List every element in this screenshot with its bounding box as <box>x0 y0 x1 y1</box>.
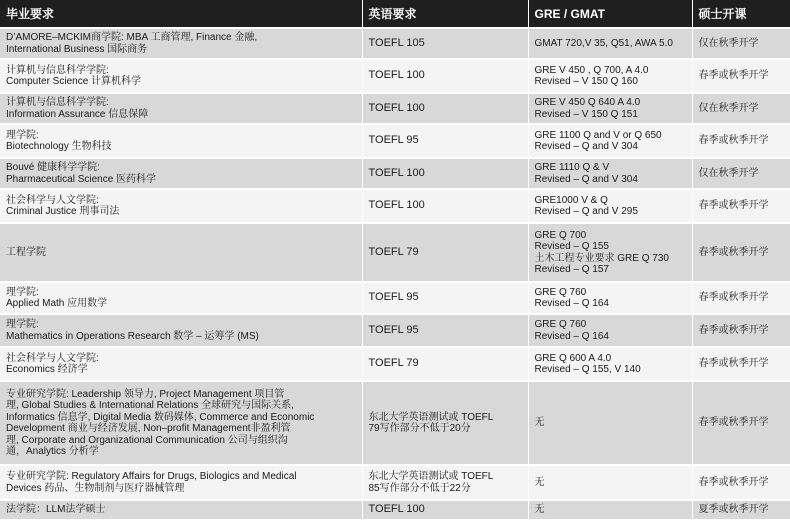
program-cell: 计算机与信息科学学院: Computer Science 计算机科学 <box>0 59 362 93</box>
table-row <box>0 347 790 381</box>
gre-gmat-cell: GRE 1100 Q and V or Q 650 Revised – Q and V 304 <box>528 124 692 158</box>
start-term-cell: 春季或秋季开学 <box>692 381 790 465</box>
english-requirement-cell: TOEFL 100 <box>362 93 528 124</box>
gre-gmat-cell: GRE1000 V & Q Revised – Q and V 295 <box>528 189 692 223</box>
start-term-cell: 夏季或秋季开学 <box>692 500 790 520</box>
gre-gmat-cell: GRE 1110 Q & V Revised – Q and V 304 <box>528 158 692 189</box>
english-requirement-cell: 东北大学英语测试或 TOEFL 85写作部分不低于22分 <box>362 465 528 500</box>
english-requirement-cell: TOEFL 79 <box>362 347 528 381</box>
table-header-row <box>0 0 790 28</box>
table-row <box>0 465 790 500</box>
start-term-cell: 春季或秋季开学 <box>692 465 790 500</box>
english-requirement-cell: TOEFL 100 <box>362 59 528 93</box>
program-cell: 社会科学与人文学院: Economics 经济学 <box>0 347 362 381</box>
start-term-cell: 春季或秋季开学 <box>692 59 790 93</box>
table-row <box>0 158 790 189</box>
english-requirement-cell: 东北大学英语测试或 TOEFL 79写作部分不低于20分 <box>362 381 528 465</box>
gre-gmat-cell: 无 <box>528 465 692 500</box>
start-term-cell: 春季或秋季开学 <box>692 282 790 314</box>
start-term-cell: 仅在秋季开学 <box>692 158 790 189</box>
table-row <box>0 93 790 124</box>
program-cell: 工程学院 <box>0 223 362 282</box>
table-row <box>0 28 790 59</box>
gre-gmat-cell: GRE Q 700 Revised – Q 155 土木工程专业要求 GRE Q 730 Revised – Q 157 <box>528 223 692 282</box>
english-requirement-cell: TOEFL 105 <box>362 28 528 59</box>
program-cell: D’AMORE–MCKIM商学院: MBA 工商管理, Finance 金融, International Business 国际商务 <box>0 28 362 59</box>
table-row <box>0 223 790 282</box>
program-cell: 社会科学与人文学院: Criminal Justice 刑事司法 <box>0 189 362 223</box>
table-row <box>0 282 790 314</box>
table-row <box>0 189 790 223</box>
english-requirement-cell: TOEFL 95 <box>362 314 528 347</box>
table-row <box>0 381 790 465</box>
header-english: 英语要求 <box>362 0 528 28</box>
program-cell: 理学院: Applied Math 应用数学 <box>0 282 362 314</box>
gre-gmat-cell: GRE Q 760 Revised – Q 164 <box>528 314 692 347</box>
table-row <box>0 500 790 520</box>
program-cell: 理学院: Biotechnology 生物科技 <box>0 124 362 158</box>
table-row <box>0 314 790 347</box>
gre-gmat-cell: 无 <box>528 381 692 465</box>
table-body <box>0 28 790 520</box>
program-cell: 理学院: Mathematics in Operations Research 数学 – 运筹学 (MS) <box>0 314 362 347</box>
table-row <box>0 124 790 158</box>
gre-gmat-cell: GMAT 720,V 35, Q51, AWA 5.0 <box>528 28 692 59</box>
gre-gmat-cell: GRE V 450 Q 640 A 4.0 Revised – V 150 Q 151 <box>528 93 692 124</box>
gre-gmat-cell: GRE Q 760 Revised – Q 164 <box>528 282 692 314</box>
header-gre-gmat: GRE / GMAT <box>528 0 692 28</box>
start-term-cell: 仅在秋季开学 <box>692 28 790 59</box>
header-start-term: 硕士开课 <box>692 0 790 28</box>
english-requirement-cell: TOEFL 100 <box>362 500 528 520</box>
program-cell: 计算机与信息科学学院: Information Assurance 信息保障 <box>0 93 362 124</box>
gre-gmat-cell: GRE Q 600 A 4.0 Revised – Q 155, V 140 <box>528 347 692 381</box>
program-cell: Bouvé 健康科学学院: Pharmaceutical Science 医药科学 <box>0 158 362 189</box>
gre-gmat-cell: GRE V 450 , Q 700, A 4.0 Revised – V 150 Q 160 <box>528 59 692 93</box>
program-cell: 专业研究学院: Leadership 领导力, Project Management 项目管 理, Global Studies & International Relations 全球研究与国际关系, Informatics 信息学, Digital Media 数码媒体, Commerce and Economic Development 商业与经济发展, Non–profit Management非盈利管 理, Corporate and Organizational Communication 公司与组织沟 通，Analytics 分析学 <box>0 381 362 465</box>
program-cell: 法学院：LLM法学硕士 <box>0 500 362 520</box>
english-requirement-cell: TOEFL 100 <box>362 189 528 223</box>
start-term-cell: 春季或秋季开学 <box>692 347 790 381</box>
gre-gmat-cell: 无 <box>528 500 692 520</box>
program-cell: 专业研究学院: Regulatory Affairs for Drugs, Biologics and Medical Devices 药品、生物制剂与医疗器械管理 <box>0 465 362 500</box>
start-term-cell: 春季或秋季开学 <box>692 189 790 223</box>
start-term-cell: 仅在秋季开学 <box>692 93 790 124</box>
start-term-cell: 春季或秋季开学 <box>692 314 790 347</box>
english-requirement-cell: TOEFL 100 <box>362 158 528 189</box>
header-program: 毕业要求 <box>0 0 362 28</box>
start-term-cell: 春季或秋季开学 <box>692 124 790 158</box>
english-requirement-cell: TOEFL 95 <box>362 124 528 158</box>
start-term-cell: 春季或秋季开学 <box>692 223 790 282</box>
english-requirement-cell: TOEFL 95 <box>362 282 528 314</box>
english-requirement-cell: TOEFL 79 <box>362 223 528 282</box>
table-row <box>0 59 790 93</box>
